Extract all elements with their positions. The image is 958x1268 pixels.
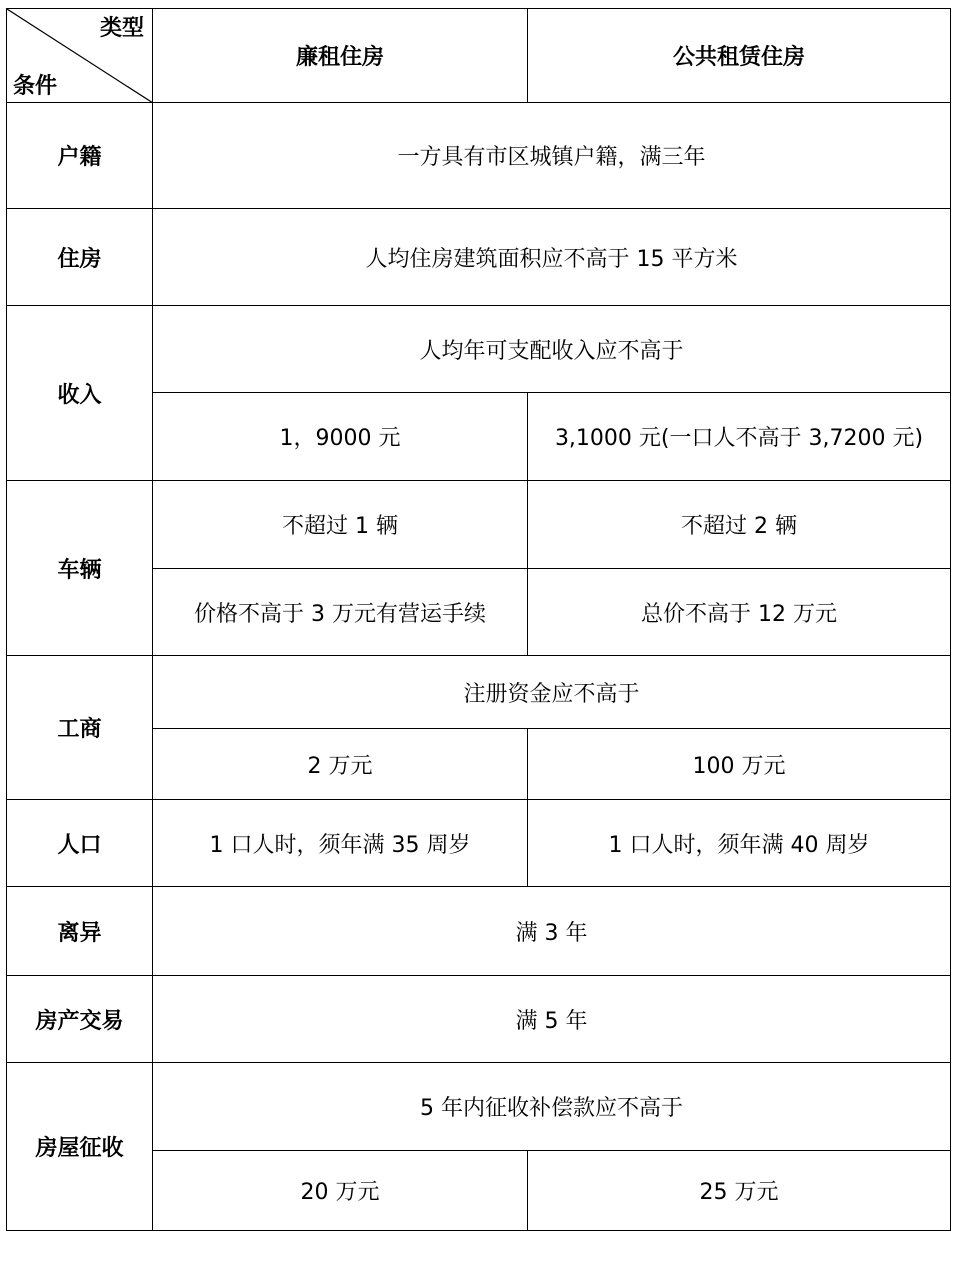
table-row <box>7 976 951 1063</box>
column-header-lianzu: 廉租住房 <box>153 9 528 103</box>
table-row <box>7 800 951 887</box>
cell-shouru-both: 人均年可支配收入应不高于 <box>153 306 951 393</box>
cell-gongshang-lianzu: 2 万元 <box>153 729 528 800</box>
row-label-shouru: 收入 <box>7 306 153 481</box>
cell-renkou-lianzu: 1 口人时，须年满 35 周岁 <box>153 800 528 887</box>
cell-gongshang-gongzu: 100 万元 <box>528 729 951 800</box>
eligibility-table <box>6 8 951 1231</box>
cell-cheliang-lianzu-count: 不超过 1 辆 <box>153 481 528 569</box>
table-row <box>7 306 951 393</box>
cell-cheliang-gongzu-price: 总价不高于 12 万元 <box>528 569 951 656</box>
table-row <box>7 481 951 569</box>
cell-liyi: 满 3 年 <box>153 887 951 976</box>
row-label-huji: 户籍 <box>7 103 153 209</box>
table-row <box>7 1063 951 1151</box>
row-label-liyi: 离异 <box>7 887 153 976</box>
cell-shouru-gongzu: 3,1000 元(一口人不高于 3,7200 元) <box>528 393 951 481</box>
row-label-gongshang: 工商 <box>7 656 153 800</box>
cell-zhengshou-gongzu: 25 万元 <box>528 1151 951 1231</box>
cell-zhengshou-both: 5 年内征收补偿款应不高于 <box>153 1063 951 1151</box>
row-label-renkou: 人口 <box>7 800 153 887</box>
cell-zhufang: 人均住房建筑面积应不高于 15 平方米 <box>153 209 951 306</box>
corner-type-label: 类型 <box>99 16 144 41</box>
table-row <box>7 656 951 729</box>
row-label-zhengshou: 房屋征收 <box>7 1063 153 1231</box>
row-label-cheliang: 车辆 <box>7 481 153 656</box>
corner-cell <box>7 9 153 103</box>
cell-huji: 一方具有市区城镇户籍，满三年 <box>153 103 951 209</box>
table-row <box>7 103 951 209</box>
cell-gongshang-both: 注册资金应不高于 <box>153 656 951 729</box>
cell-cheliang-gongzu-count: 不超过 2 辆 <box>528 481 951 569</box>
table-row <box>7 209 951 306</box>
cell-renkou-gongzu: 1 口人时，须年满 40 周岁 <box>528 800 951 887</box>
cell-fangchan: 满 5 年 <box>153 976 951 1063</box>
column-header-gongzu: 公共租赁住房 <box>528 9 951 103</box>
cell-shouru-lianzu: 1，9000 元 <box>153 393 528 481</box>
row-label-fangchan: 房产交易 <box>7 976 153 1063</box>
cell-zhengshou-lianzu: 20 万元 <box>153 1151 528 1231</box>
header-row <box>7 9 951 103</box>
row-label-zhufang: 住房 <box>7 209 153 306</box>
corner-condition-label: 条件 <box>13 74 58 99</box>
cell-cheliang-lianzu-price: 价格不高于 3 万元有营运手续 <box>153 569 528 656</box>
table-row <box>7 887 951 976</box>
